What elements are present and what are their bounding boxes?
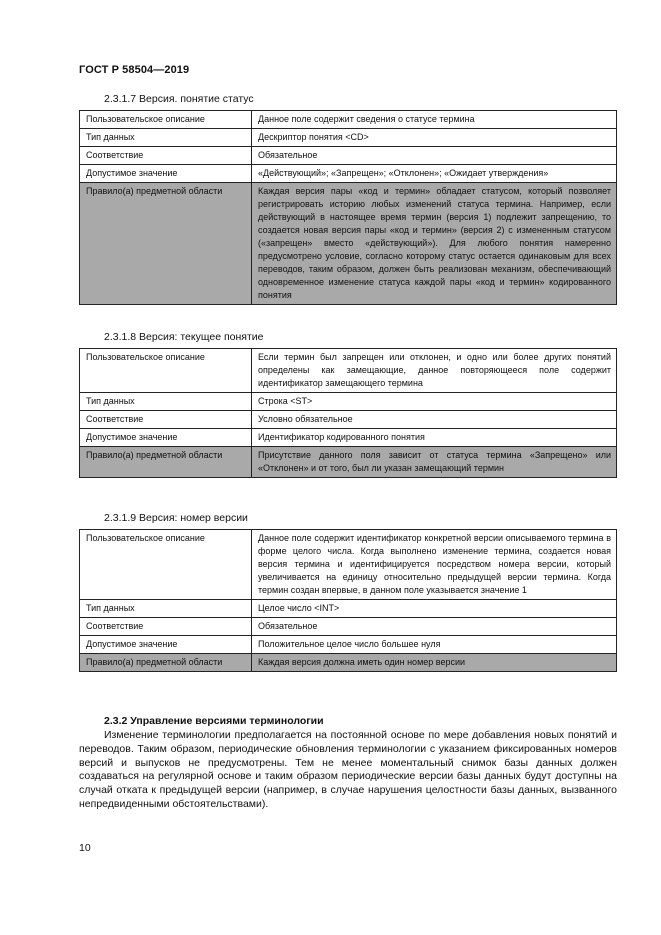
row-value: «Действующий»; «Запрещен»; «Отклонен»; «Ожидает утверждения»: [252, 165, 617, 183]
row-key: Пользовательское описание: [80, 530, 252, 600]
row-key: Пользовательское описание: [80, 349, 252, 393]
row-value: Дескриптор понятия <CD>: [252, 129, 617, 147]
row-value: Строка <ST>: [252, 393, 617, 411]
table-row: [80, 147, 617, 165]
row-key: Правило(а) предметной области: [80, 447, 252, 478]
row-key: Соответствие: [80, 618, 252, 636]
section-title-2-3-1-9: 2.3.1.9 Версия: номер версии: [104, 512, 248, 524]
row-value: Обязательное: [252, 147, 617, 165]
row-key: Допустимое значение: [80, 636, 252, 654]
table-row-shaded: [80, 447, 617, 478]
table-row: [80, 600, 617, 618]
row-key: Допустимое значение: [80, 165, 252, 183]
table-version-number: [79, 529, 617, 672]
table-row: [80, 411, 617, 429]
table-row: [80, 111, 617, 129]
table-row: [80, 349, 617, 393]
table-row: [80, 618, 617, 636]
row-key: Пользовательское описание: [80, 111, 252, 129]
row-value: Идентификатор кодированного понятия: [252, 429, 617, 447]
table-row: [80, 165, 617, 183]
row-key: Правило(а) предметной области: [80, 183, 252, 305]
row-value: Если термин был запрещен или отклонен, и одно или более других понятий определены как замещающие, данное повторяющееся поле содержит идентификатор замещающего термина: [252, 349, 617, 393]
row-key: Тип данных: [80, 600, 252, 618]
section-title-2-3-1-8: 2.3.1.8 Версия: текущее понятие: [104, 331, 264, 343]
table-row: [80, 393, 617, 411]
section-title-2-3-1-7: 2.3.1.7 Версия. понятие статус: [104, 93, 254, 105]
row-key: Правило(а) предметной области: [80, 654, 252, 672]
table-row: [80, 530, 617, 600]
row-value: Каждая версия пары «код и термин» обладает статусом, который позволяет регистрировать историю любых изменений статуса термина. Например, если действующий в настоящее время термин (версия 1) подлежит запрещению, то создается новая версия пары «код и термин» (версия 2) с измененным статусом («запрещен» вместо «действующий»). Для любого понятия намеренно предусмотрено условие, согласно которому статус остается одинаковым для всех переводов, таким образом, должен быть реализован механизм, обеспечивающий одновременное изменение статуса каждой пары «код и термин» кодированного понятия: [252, 183, 617, 305]
row-value: Присутствие данного поля зависит от статуса термина «Запрещено» или «Отклонен» и от того, был ли указан замещающий термин: [252, 447, 617, 478]
table-current-concept: [79, 348, 617, 478]
row-value: Условно обязательное: [252, 411, 617, 429]
table-row-shaded: [80, 183, 617, 305]
row-key: Тип данных: [80, 393, 252, 411]
row-value: Данное поле содержит идентификатор конкретной версии описываемого термина в форме целого числа. Когда выполнено изменение термина, создается новая версия термина и идентифицируется посредством номера версии, который увеличивается на единицу относительно предыдущей версии термина. Когда термин создан впервые, в данном поле указывается значение 1: [252, 530, 617, 600]
row-key: Соответствие: [80, 147, 252, 165]
row-value: Целое число <INT>: [252, 600, 617, 618]
table-row: [80, 129, 617, 147]
row-value: Положительное целое число большее нуля: [252, 636, 617, 654]
table-row: [80, 429, 617, 447]
table-version-status: [79, 110, 617, 305]
row-value: Обязательное: [252, 618, 617, 636]
row-key: Тип данных: [80, 129, 252, 147]
row-value: Данное поле содержит сведения о статусе термина: [252, 111, 617, 129]
row-value: Каждая версия должна иметь один номер версии: [252, 654, 617, 672]
subsection-title-2-3-2: 2.3.2 Управление версиями терминологии: [104, 715, 324, 727]
page-number: 10: [79, 842, 91, 854]
row-key: Допустимое значение: [80, 429, 252, 447]
table-row-shaded: [80, 654, 617, 672]
row-key: Соответствие: [80, 411, 252, 429]
document-header: ГОСТ Р 58504—2019: [79, 64, 190, 76]
body-paragraph: Изменение терминологии предполагается на постоянной основе по мере добавления новых понятий и переводов. Таким образом, периодические обновления терминологии с указанием фиксированных номеров версий и выпусков не предусмотрены. Тем не менее моментальный снимок базы данных должен создаваться на регулярной основе и таким образом периодические версии базы данных будут доступны на случай отката к предыдущей версии (например, в случае нарушения целостности базы данных, вызванного непредвиденными обстоятельствами).: [79, 729, 617, 810]
table-row: [80, 636, 617, 654]
